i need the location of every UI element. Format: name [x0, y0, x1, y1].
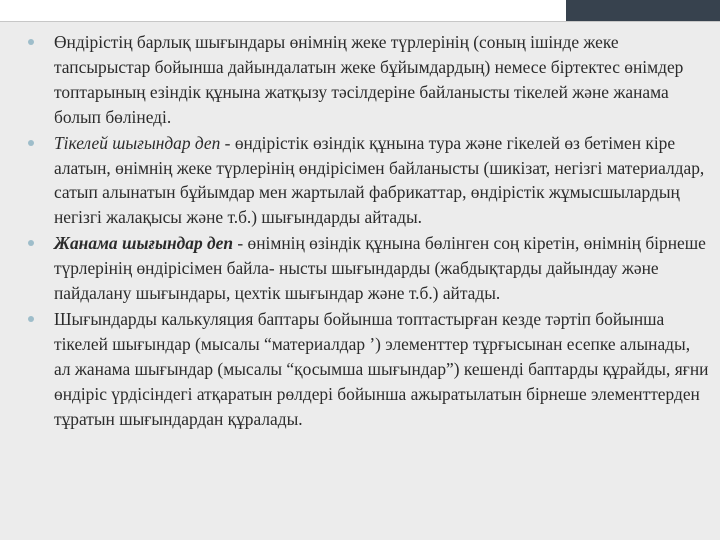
- bullet-dot-icon: [28, 39, 34, 45]
- bullet-text: - өнімнің өзіндік құнына бөлінген соң кіретін, өнімнің бірнеше түрлерінің өндірісімен байла- нысты шығындарды (жабдықтарды дайындау және пайдалану шығындары, цехтік шығындар және т.б.) айтады.: [54, 233, 706, 304]
- bullet-item: [12, 131, 710, 231]
- bullet-term: Жанама шығындар деп: [54, 233, 234, 254]
- slide-header-accent: [566, 0, 720, 21]
- bullet-dot-icon: [28, 140, 34, 146]
- header-divider: [0, 21, 720, 22]
- bullet-text: Шығындарды калькуляция баптары бойынша топтастырған кезде тәртіп бойынша тікелей шығындар (мысалы “материалдар ’) элементтер тұрғысынан есепке алынады, ал жанама шығындар (мысалы “қосымша шығындар”) кешенді баптарды құрайды, яғни өндіріс үрдісіндегі атқаратын рөлдері бойынша ажыратылатын бірнеше элементтерден тұратын шығындардан құралады.: [54, 308, 709, 429]
- bullet-dot-icon: [28, 240, 34, 246]
- bullet-text: Өндірістің барлық шығындары өнімнің жеке түрлерінің (соның ішінде жеке тапсырыстар бойынша дайындалатын жеке бұйымдардың) немесе біртектес өнімдер топтарының езіндік құнына жатқызу тәсілдеріне байланысты тікелей және жанама болып бөлінеді.: [54, 32, 684, 127]
- slide-body: [12, 30, 710, 433]
- bullet-item: [12, 231, 710, 306]
- bullet-item: [12, 307, 710, 432]
- bullet-term: Тікелей шығындар деп: [54, 132, 221, 153]
- bullet-item: [12, 30, 710, 130]
- bullet-text: - өндірістік өзіндік құнына тура және гікелей өз бетімен кіре алатын, өнімнің жеке түрлерінің өндірісімен байланысты (шикізат, негізгі материалдар, сатып алынатын бұйымдар мен жартылай фабрикаттар, өндірістік жұмысшылардың негізгі жалақысы және т.б.) шығындарды айтады.: [54, 132, 705, 228]
- bullet-dot-icon: [28, 316, 34, 322]
